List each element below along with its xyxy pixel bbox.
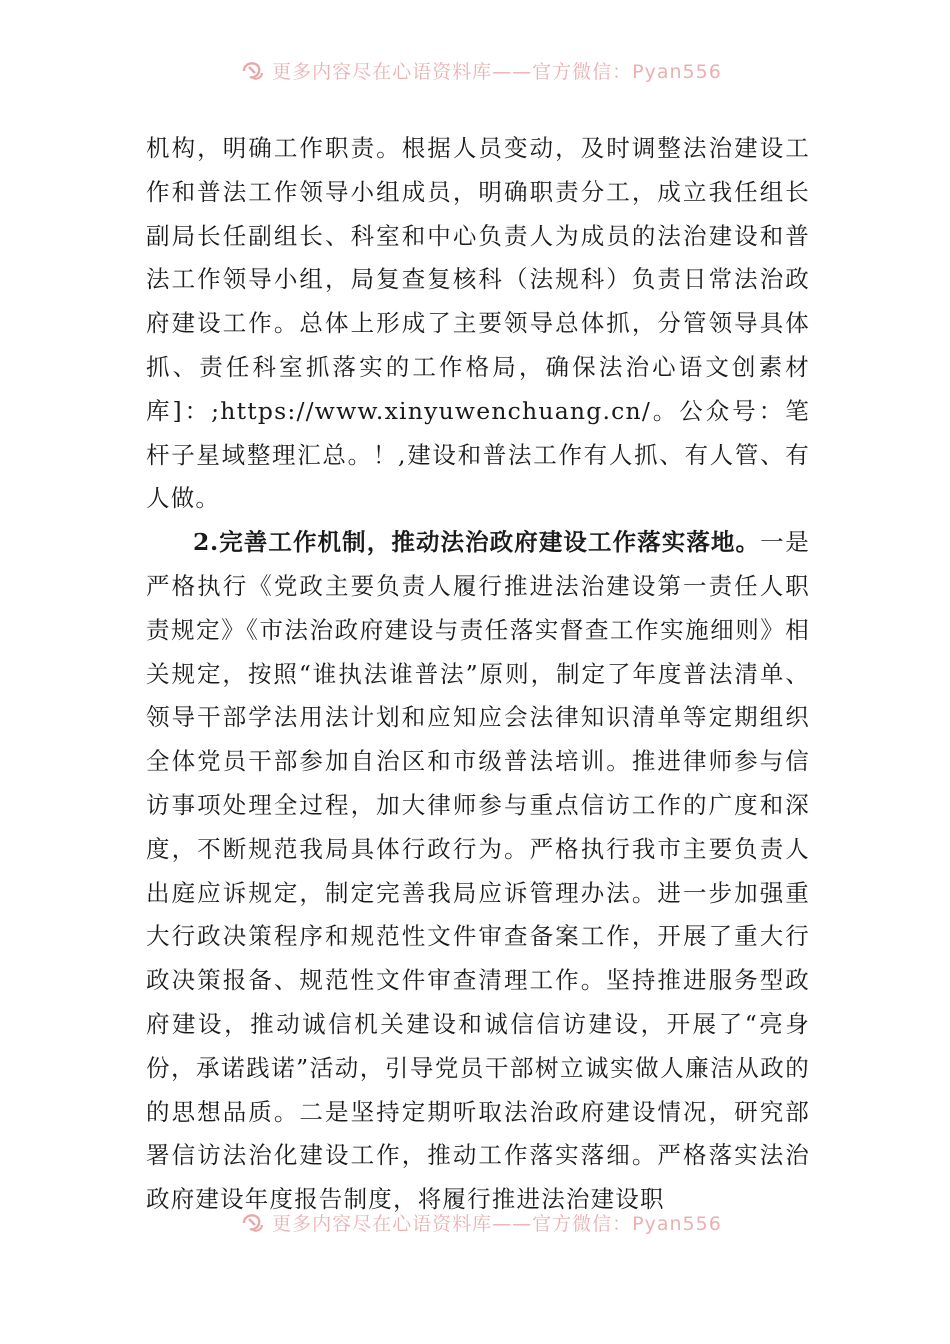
paragraph-2 — [146, 521, 810, 1222]
watermark-logo-icon — [240, 57, 266, 83]
footer-watermark — [0, 1206, 950, 1238]
watermark-text: 更多内容尽在心语资料库——官方微信：Pyan556 — [272, 60, 722, 83]
document-body — [146, 127, 810, 1222]
paragraph-1: 机构，明确工作职责。根据人员变动，及时调整法治建设工作和普法工作领导小组成员，明确职责分工，成立我任组长副局长任副组长、科室和中心负责人为成员的法治建设和普法工作领导小组，局复查复核科（法规科）负责日常法治政府建设工作。总体上形成了主要领导总体抓，分管领导具体抓、责任科室抓落实的工作格局，确保法治心语文创素材库]：;https://www.xinyuwenchuang.cn/。公众号：笔杆子星域整理汇总。！,建设和普法工作有人抓、有人管、有人做。 — [146, 134, 810, 513]
watermark-text: 更多内容尽在心语资料库——官方微信：Pyan556 — [272, 1212, 722, 1235]
paragraph-2-text: 一是严格执行《党政主要负责人履行推进法治建设第一责任人职责规定》《市法治政府建设与责任落实督查工作实施细则》相关规定，按照“谁执法谁普法”原则，制定了年度普法清单、领导干部学法用法计划和应知应会法律知识清单等定期组织全体党员干部参加自治区和市级普法培训。推进律师参与信访事项处理全过程，加大律师参与重点信访工作的广度和深度，不断规范我局具体行政行为。严格执行我市主要负责人出庭应诉规定，制定完善我局应诉管理办法。进一步加强重大行政决策程序和规范性文件审查备案工作，开展了重大行政决策报备、规范性文件审查清理工作。坚持推进服务型政府建设，推动诚信机关建设和诚信信访建设，开展了“亮身份，承诺践诺”活动，引导党员干部树立诚实做人廉洁从政的的思想品质。二是坚持定期听取法治政府建设情况，研究部署信访法治化建设工作，推动工作落实落细。严格落实法治政府建设年度报告制度，将履行推进法治建设职 — [146, 528, 810, 1214]
paragraph-2-heading: 2.完善工作机制，推动法治政府建设工作落实落地。 — [193, 528, 761, 557]
header-watermark — [0, 54, 950, 86]
watermark-logo-icon — [240, 1209, 266, 1235]
